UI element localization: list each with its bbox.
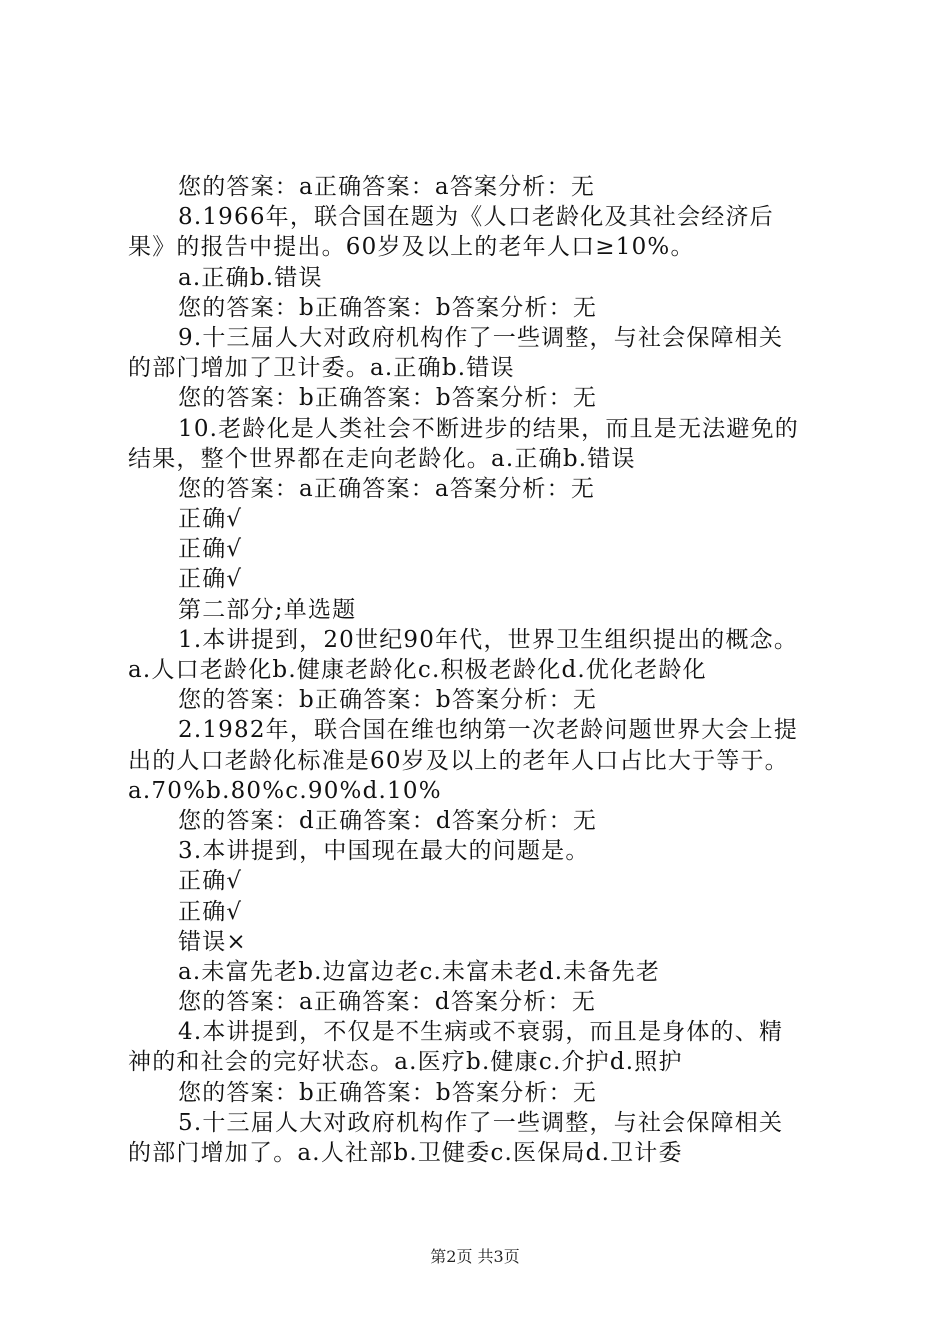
page-footer: 第2页 共3页 bbox=[430, 1247, 520, 1266]
text-line: 10.老龄化是人类社会不断进步的结果，而且是无法避免的 bbox=[178, 415, 799, 442]
text-line: 神的和社会的完好状态。a.医疗b.健康c.介护d.照护 bbox=[128, 1049, 683, 1076]
text-line: 果》的报告中提出。60岁及以上的老年人口≥10%。 bbox=[128, 234, 695, 261]
text-line: 的部门增加了卫计委。a.正确b.错误 bbox=[128, 355, 515, 382]
text-line: 正确√ bbox=[178, 868, 243, 895]
text-line: 结果，整个世界都在走向老龄化。a.正确b.错误 bbox=[128, 445, 636, 472]
text-line: 正确√ bbox=[178, 566, 243, 593]
text-line: 正确√ bbox=[178, 536, 243, 563]
text-line: 第二部分;单选题 bbox=[178, 596, 357, 623]
text-line: a.70%b.80%c.90%d.10% bbox=[128, 777, 442, 804]
text-line: 您的答案：a正确答案：d答案分析：无 bbox=[178, 989, 597, 1016]
text-line: 您的答案：a正确答案：a答案分析：无 bbox=[178, 174, 596, 200]
text-line: 的部门增加了。a.人社部b.卫健委c.医保局d.卫计委 bbox=[128, 1140, 683, 1166]
text-line: 您的答案：d正确答案：d答案分析：无 bbox=[178, 807, 598, 834]
text-line: a.正确b.错误 bbox=[178, 264, 323, 291]
text-line: a.未富先老b.边富边老c.未富未老d.未备先老 bbox=[178, 958, 661, 985]
text-line: 您的答案：a正确答案：a答案分析：无 bbox=[178, 475, 596, 502]
text-line: 您的答案：b正确答案：b答案分析：无 bbox=[178, 1079, 598, 1106]
text-line: 您的答案：b正确答案：b答案分析：无 bbox=[178, 294, 598, 321]
text-line: a.人口老龄化b.健康老龄化c.积极老龄化d.优化老龄化 bbox=[128, 657, 707, 683]
text-line: 您的答案：b正确答案：b答案分析：无 bbox=[178, 687, 598, 714]
text-line: 您的答案：b正确答案：b答案分析：无 bbox=[178, 385, 598, 412]
text-line: 4.本讲提到，不仅是不生病或不衰弱，而且是身体的、精 bbox=[178, 1019, 784, 1046]
document-body bbox=[128, 172, 846, 1168]
text-line: 2.1982年，联合国在维也纳第一次老龄问题世界大会上提 bbox=[178, 717, 799, 744]
text-line: 错误× bbox=[178, 928, 247, 955]
text-line: 8.1966年，联合国在题为《人口老龄化及其社会经济后 bbox=[178, 204, 774, 231]
text-line: 1.本讲提到，20世纪90年代，世界卫生组织提出的概念。 bbox=[178, 626, 799, 653]
text-line: 9.十三届人大对政府机构作了一些调整，与社会保障相关 bbox=[178, 324, 784, 351]
text-line: 正确√ bbox=[178, 506, 243, 533]
text-line: 3.本讲提到，中国现在最大的问题是。 bbox=[178, 838, 590, 865]
text-line: 正确√ bbox=[178, 898, 243, 925]
text-line: 5.十三届人大对政府机构作了一些调整，与社会保障相关 bbox=[178, 1109, 784, 1136]
text-line: 出的人口老龄化标准是60岁及以上的老年人口占比大于等于。 bbox=[128, 747, 789, 774]
